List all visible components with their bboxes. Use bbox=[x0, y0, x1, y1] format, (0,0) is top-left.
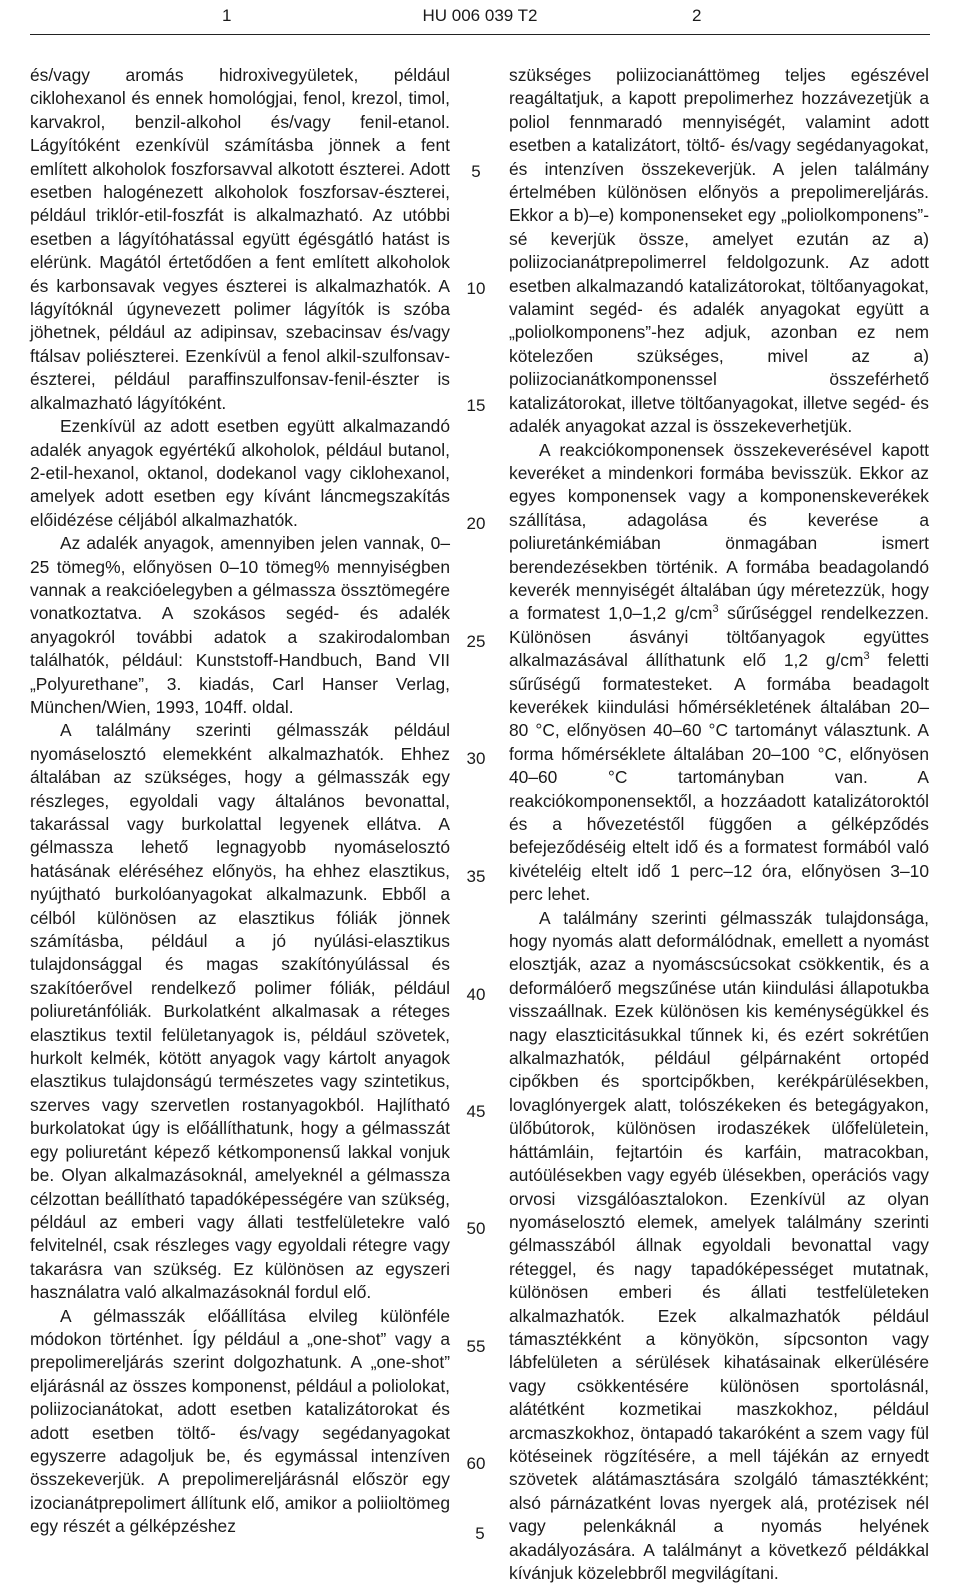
left-paragraph-2: Ezenkívül az adott esetben együtt alkalmazandó adalék anyagok egyértékű alkoholok, például butanol, 2-etil-hexanol, oktanol, dodekanol vagy ciklohexanol, amelyek adott esetben egy kívánt láncmegszakítás előidézése céljából alkalmazhatók. bbox=[30, 416, 450, 530]
superscript-3: 3 bbox=[712, 603, 719, 616]
left-column bbox=[30, 64, 450, 1539]
line-number-30: 30 bbox=[466, 749, 486, 768]
line-number-40: 40 bbox=[466, 985, 486, 1004]
right-paragraph-2 bbox=[509, 439, 929, 907]
right-column bbox=[509, 64, 929, 1585]
left-paragraph-1: és/vagy aromás hidroxivegyületek, például ciklohexanol és ennek homológjai, fenol, krezol, timol, karvakrol, benzil-alkohol és/vagy fenil-etanol. Lágyítóként ezenkívül számításba jönnek a fent említett alkoholok foszforsavval alkotott észterei. Adott esetben halogénezett alkoholok foszforsav-észterei, például triklór-etil-foszfát is alkalmazható. Az utóbbi esetben a lágyítóhatással együtt égésgátló hatást is elérünk. Magától értetődően a fent említett alkoholok és karbonsavak vegyes észterei is alkalmazhatók. A lágyítóknál úgynevezett polimer lágyítók is szóba jöhetnek, például az adipinsav, szebacinsav és/vagy ftálsav poliészterei. Ezenkívül a fenol alkil-szulfonsav-észterei, például paraffinszulfonsav-fenil-észter is alkalmazható lágyítóként. bbox=[30, 65, 450, 413]
line-number-35: 35 bbox=[466, 867, 486, 886]
right-paragraph-2-part-b: sűrűséggel rendelkezzen. Különösen ásványi töltőanyagok együttes alkalmazásával állíthatunk elő 1,2 g/cm bbox=[509, 603, 930, 671]
right-paragraph-2-part-a: A reakciókomponensek összekeverésével kapott keveréket a mindenkori formába bevisszük. Ekkor az egyes komponensek vagy a komponenskeverékek szállítása, adagolása és keverése a poliuretánkémiában önmagában ismert berendezésekben történik. A formába beadagolandó keverék mennyiségét általában úgy méretezzük, hogy a formatest 1,0–1,2 g/cm bbox=[509, 439, 929, 624]
line-number-60: 60 bbox=[466, 1454, 486, 1473]
line-number-25: 25 bbox=[466, 632, 486, 651]
right-paragraph-3: A találmány szerinti gélmasszák tulajdonsága, hogy nyomás alatt deformálódnak, emellett a nyomást elosztják, azaz a nyomáscsúcsokat csökkentik, és a deformálóerő megszűnése után kiindulási állapotukba visszaállnak. Ezek különösen kis keménységükkel és nagy elaszticitásukkal tűnnek ki, és ezért sokrétűen alkalmazhatók, például gélpárnaként ortopéd cipőkben és sportcipőkben, kerékpárülésekben, lovaglónyergek alatt, tolószékeken és betegágyakon, ülőbútorok, különösen irodaszékek ülőfelületein, háttámláin, fejtartóin és karfáin, matracokban, autóülésekben vagy egyéb ülésekben, operációs vagy orvosi vizsgálóasztalokon. Ezenkívül az olyan nyomáselosztó elemek, amelyek találmány szerinti gélmasszából állnak egyoldali bevonattal vagy réteggel, és nagy tapadóképességet mutatnak, különösen emberi és állati testfelületeken alkalmazhatók. Ezek alkalmazhatók például támasztékként a könyökön, sípcsonton vagy lábfelületen a sérülések kihatásainak elkerülésére vagy csökkentésére különösen sportolásnál, alátétként kozmetikai maszkokhoz, például arcmaszkokhoz, öntapadó takaróként a szem vagy fül kötéseinek rögzítésére, a mell tájékán az ernyedt szövetek alátámasztására szolgáló támasztékként; alsó párnázatként lovas nyergek alá, protézisek nél vagy pelenkáknál a nyomás helyének akadályozására. A találmányt a következő példákkal kívánjuk közelebbről megvilágítani. bbox=[509, 907, 929, 1583]
header-rule bbox=[30, 34, 930, 35]
footer-page-number: 5 bbox=[475, 1524, 485, 1543]
left-paragraph-5: A gélmasszák előállítása elvileg különféle módokon történhet. Így például a „one-shot” vagy a prepolimereljárás szerint dolgozhatunk. A „one-shot” eljárásnál az összes komponenst, például a poliolokat, poliizocianátokat, adott esetben katalizátorokat és adott esetben töltő- és/vagy segédanyagokat egyszerre adagoljuk be, és egymással intenzíven összekeverjük. A prepolimereljárásnál először egy izocianátprepolimert állítunk elő, amikor a poliioltömeg egy részét a gélképzéshez bbox=[30, 1305, 450, 1537]
right-paragraph-2-part-c: feletti sűrűségű formatesteket. A formába beadagolt keverékek kiindulási hőmérsékletének általában 20–80 °C, előnyösen 40–60 °C tartományt választunk. A forma hőmérséklete általában 20–100 °C, előnyösen 40–60 °C tartományban van. A reakciókomponensektől, a hozzáadott katalizátoroktól és a hővezetéstől függően a gélképződés befejeződéséig eltelt idő és a formatest formából való kivételéig eltelt idő 1 perc–12 óra, előnyösen 3–10 perc lehet. bbox=[509, 650, 930, 905]
line-number-20: 20 bbox=[466, 514, 486, 533]
superscript-3: 3 bbox=[863, 650, 870, 663]
right-paragraph-1: szükséges poliizocianáttömeg teljes egészével reagáltatjuk, a kapott prepolimerhez hozzávezetjük a poliol fennmaradó mennyiségét, valamint adott esetben a katalizátort, töltő- és/vagy segédanyagokat, és intenzíven összekeverjük. A jelen találmány értelmében különösen előnyös a prepolimereljárás. Ekkor a b)–e) komponenseket egy „poliolkomponens”-sé keverjük össze, amelyet ezután az a) poliizocianátprepolimerrel feldolgozunk. Az adott esetben alkalmazandó katalizátorokat, töltőanyagokat, valamint segéd- és adalék anyagokat együtt a „poliolkomponens”-hez adjuk, azonban ez nem kötelezően szükséges, mivel az a) poliizocianátkomponenssel összeférhető katalizátorokat, illetve töltőanyagokat, illetve segéd- és adalék anyagokat azzal is összekeverhetjük. bbox=[509, 65, 929, 437]
line-number-10: 10 bbox=[466, 279, 486, 298]
line-number-5: 5 bbox=[471, 162, 481, 181]
line-number-15: 15 bbox=[466, 396, 486, 415]
line-number-45: 45 bbox=[466, 1102, 486, 1121]
header-patent-number: HU 006 039 T2 bbox=[422, 6, 538, 25]
header-right-page-number: 2 bbox=[692, 6, 702, 25]
left-paragraph-3: Az adalék anyagok, amennyiben jelen vannak, 0–25 tömeg%, előnyösen 0–10 tömeg% mennyiségben vannak a reakcióelegyben a gélmassza össztömegére vonatkoztatva. A szokásos segéd- és adalék anyagokról további adatok a szakirodalomban találhatók, például: Kunststoff-Handbuch, Band VII „Polyurethane”, 3. kiadás, Carl Hanser Verlag, München/Wien, 1993, 104ff. oldal. bbox=[30, 533, 450, 717]
left-paragraph-4: A találmány szerinti gélmasszák például nyomáselosztó elemekként alkalmazhatók. Ehhez általában az szükséges, hogy a gélmasszák egy részleges, egyoldali vagy általános bevonattal, takarással vagy burkolattal legyenek ellátva. A gélmassza lehető legnagyobb nyomáselosztó hatásának eléréséhez előnyös, ha ehhez elasztikus, nyújtható burkolóanyagokat alkalmazunk. Ebből a célból különösen az elasztikus fóliák jönnek számításba, például a jó nyúlási-elasztikus tulajdonsággal és magas szakítónyúlással és szakítóerővel rendelkező polimer fóliák, például poliuretánfóliák. Burkolatként alkalmasak a réteges elasztikus textil felületanyagok is, például szövetek, hurkolt kelmék, kötött anyagok vagy kártolt anyagok elasztikus tulajdonságú természetes vagy szintetikus, szerves vagy szervetlen rostanyagokból. Hajlítható burkolatokat úgy is előállíthatunk, hogy a gélmasszát egy poliuretánt képező kétkomponensű lakkal vonjuk be. Olyan alkalmazásoknál, amelyeknél a gélmassza célzottan beállítható tapadóképességére van szükség, például az emberi vagy állati testfelületekre való felvitelnél, csak részleges vagy egyoldali rétegre vagy takarásra van szükség. Ez különösen az egyszeri használatra való alkalmazásoknál fordul elő. bbox=[30, 720, 450, 1303]
line-number-50: 50 bbox=[466, 1219, 486, 1238]
header-left-page-number: 1 bbox=[222, 6, 232, 25]
line-number-55: 55 bbox=[466, 1337, 486, 1356]
